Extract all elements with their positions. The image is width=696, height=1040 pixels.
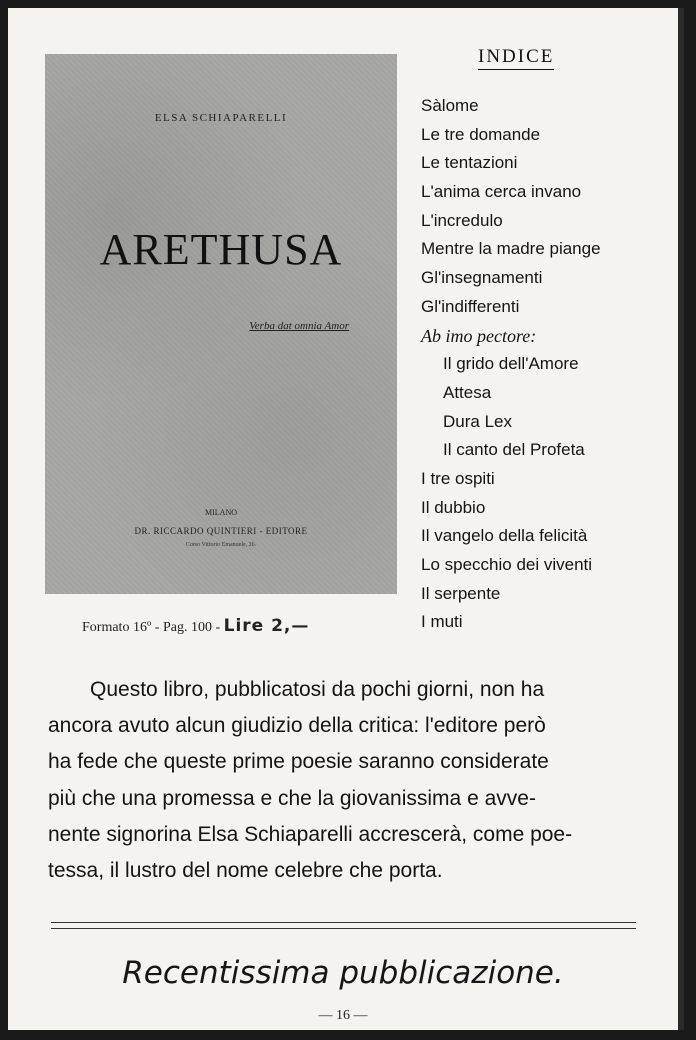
cover-address: Corso Vittorio Emanuele, 26. — [185, 542, 257, 548]
index-item: I tre ospiti — [421, 468, 495, 488]
format-details: Formato 16º - Pag. 100 - — [82, 620, 224, 635]
description-line: più che una promessa e che la giovanissima e avve- — [48, 786, 536, 810]
format-info — [82, 616, 309, 636]
description-line: nente signorina Elsa Schiaparelli accrescerà, come poe- — [48, 822, 573, 846]
description-line: ancora avuto alcun giudizio della critica: l'editore però — [48, 714, 546, 738]
index-section-heading: Ab imo pectore: — [421, 325, 537, 346]
cover-publisher: DR. RICCARDO QUINTIERI - EDITORE — [134, 526, 308, 536]
description-line: tessa, il lustro del nome celebre che porta. — [48, 859, 443, 883]
index-subitem: Dura Lex — [443, 411, 512, 431]
banner-recent-publication: Recentissima pubblicazione. — [122, 955, 564, 991]
description-paragraph — [48, 672, 628, 889]
divider — [51, 928, 636, 929]
index-item: L'incredulo — [421, 210, 503, 230]
page-number: — 16 — — [318, 1008, 368, 1023]
index-item: L'anima cerca invano — [421, 182, 582, 202]
index-item: Gl'insegnamenti — [421, 268, 543, 288]
index-subitem: Il canto del Profeta — [443, 440, 585, 460]
index-item: Le tre domande — [421, 124, 541, 144]
price: Lire 2,— — [223, 616, 310, 636]
index-item: Il vangelo della felicità — [421, 526, 588, 546]
index-subitem: Il grido dell'Amore — [443, 354, 579, 374]
cover-city: MILANO — [205, 508, 237, 517]
index-item: Il serpente — [421, 583, 501, 603]
description-line: ha fede che queste prime poesie saranno considerate — [48, 750, 549, 774]
cover-motto: Verba dat omnia Amor — [249, 320, 349, 332]
description-line: Questo libro, pubblicatosi da pochi giorni, non ha — [90, 678, 545, 701]
index-item: Le tentazioni — [421, 153, 518, 173]
index-item: Sàlome — [421, 96, 479, 115]
cover-title: ARETHUSA — [99, 225, 343, 274]
index-item: Mentre la madre piange — [421, 239, 601, 259]
index-item: Lo specchio dei viventi — [421, 555, 593, 574]
index-item: Il dubbio — [421, 497, 486, 517]
index-item: Gl'indifferenti — [421, 296, 520, 316]
index-heading: INDICE — [478, 46, 554, 70]
index-list — [421, 92, 601, 637]
index-subitem: Attesa — [443, 382, 492, 402]
cover-author: ELSA SCHIAPARELLI — [154, 112, 288, 124]
book-page — [8, 8, 684, 1030]
divider — [51, 922, 636, 923]
book-cover-image — [45, 54, 397, 594]
index-item: I muti — [421, 612, 463, 632]
